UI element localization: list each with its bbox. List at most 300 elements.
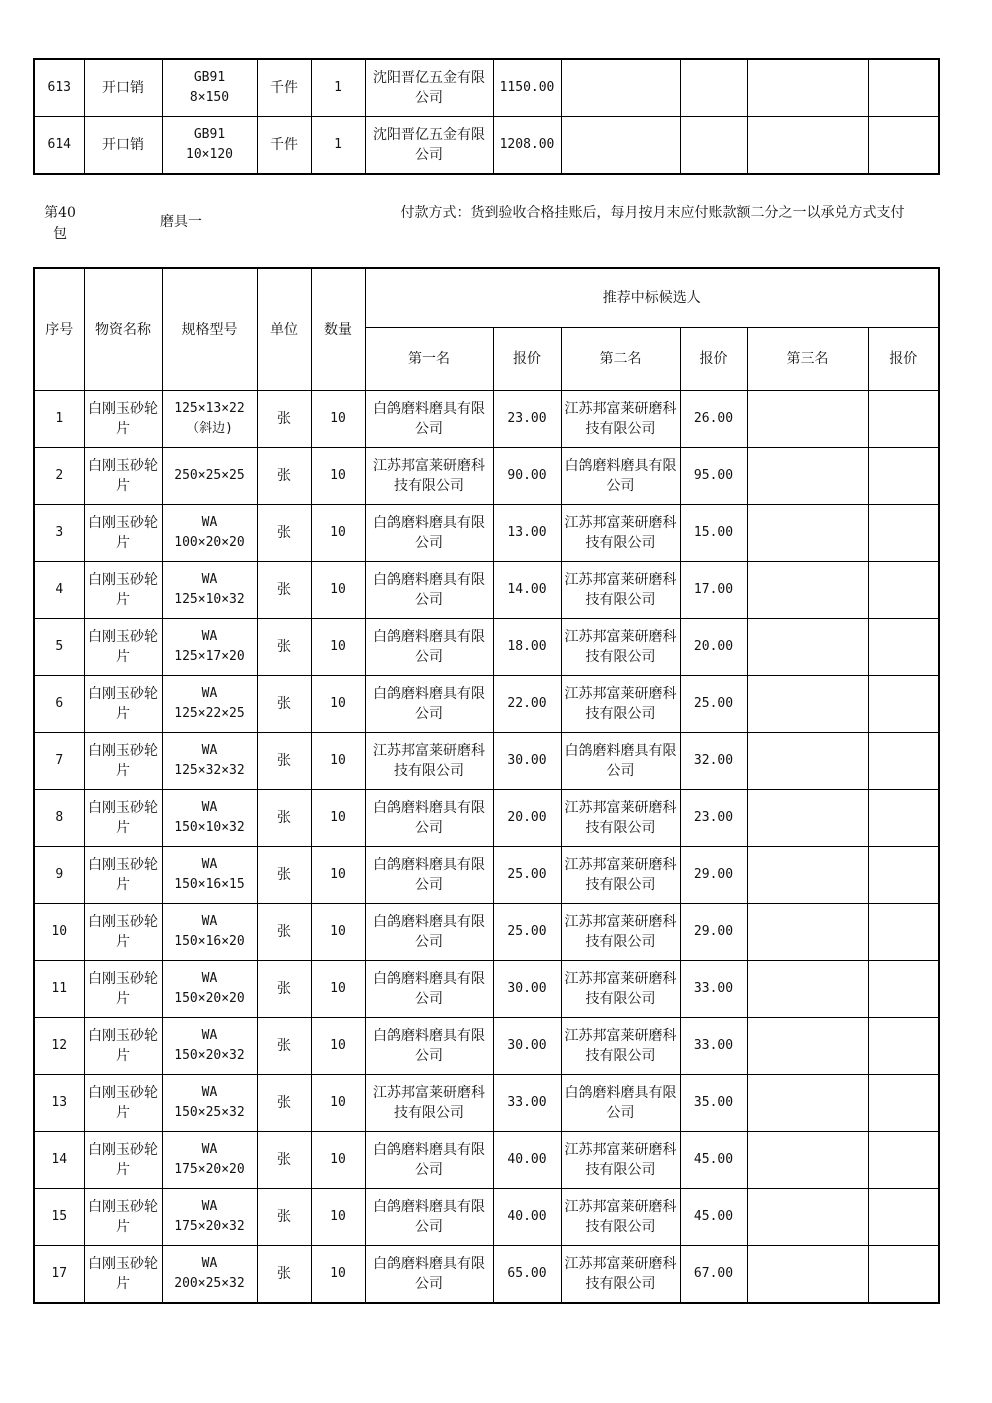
- cell-name: [84, 790, 162, 847]
- cell-no-text: 8: [55, 810, 64, 825]
- cell-first: [365, 676, 493, 733]
- cell-price3: [868, 391, 939, 448]
- cell-no: [34, 790, 84, 847]
- cell-third: [747, 790, 868, 847]
- cell-first: [365, 961, 493, 1018]
- cell-no-text: 17: [51, 1266, 68, 1281]
- cell-unit-text: 张: [277, 1038, 291, 1054]
- cell-spec: [162, 733, 257, 790]
- cell-qty: [311, 117, 365, 175]
- cell-price1-text: 90.00: [507, 468, 547, 483]
- cell-first: [365, 59, 493, 117]
- cell-second-text: 江苏邦富莱研磨科技有限公司: [564, 629, 677, 665]
- cell-no: [34, 117, 84, 175]
- cell-qty-text: 10: [330, 468, 346, 483]
- cell-price2-text: 45.00: [693, 1209, 734, 1224]
- cell-spec: [162, 1132, 257, 1189]
- cell-first: [365, 1189, 493, 1246]
- cell-price1-text: 20.00: [507, 810, 547, 825]
- cell-name-text: 白刚玉砂轮片: [88, 515, 158, 551]
- cell-price2: [680, 733, 747, 790]
- cell-price2: [680, 676, 747, 733]
- cell-unit: [257, 733, 311, 790]
- cell-spec-text: GB91 8×150: [189, 70, 230, 105]
- cell-third: [747, 1189, 868, 1246]
- cell-first-text: 白鸽磨料磨具有限公司: [373, 1199, 485, 1235]
- cell-spec: [162, 1189, 257, 1246]
- cell-price1: [493, 847, 561, 904]
- cell-spec: [162, 1075, 257, 1132]
- cell-price2: [680, 1132, 747, 1189]
- cell-third: [747, 59, 868, 117]
- cell-spec-text: WA 125×32×32: [174, 743, 245, 778]
- cell-unit-text: 张: [277, 1152, 291, 1168]
- cell-name: [84, 961, 162, 1018]
- cell-price1: [493, 676, 561, 733]
- table-row: [34, 117, 939, 175]
- cell-second-text: 江苏邦富莱研磨科技有限公司: [564, 914, 677, 950]
- bid-table: [33, 267, 940, 1304]
- cell-qty: [311, 59, 365, 117]
- cell-spec-text: GB91 10×120: [186, 127, 233, 162]
- cell-no-text: 13: [51, 1095, 68, 1110]
- cell-no-text: 7: [55, 753, 64, 768]
- cell-third: [747, 733, 868, 790]
- cell-qty: [311, 1189, 365, 1246]
- cell-second-text: 江苏邦富莱研磨科技有限公司: [564, 857, 677, 893]
- cell-no: [34, 961, 84, 1018]
- cell-second-text: 江苏邦富莱研磨科技有限公司: [564, 800, 677, 836]
- cell-no-text: 14: [51, 1152, 68, 1167]
- table-row: [34, 619, 939, 676]
- cell-no: [34, 1246, 84, 1304]
- cell-third: [747, 1132, 868, 1189]
- cell-price2-text: 15.00: [693, 525, 734, 540]
- cell-price1-text: 30.00: [507, 981, 547, 996]
- cell-price1: [493, 619, 561, 676]
- cell-price2-text: 17.00: [693, 582, 734, 597]
- cell-first: [365, 1132, 493, 1189]
- cell-unit-text: 张: [277, 1209, 291, 1225]
- cell-second-text: 江苏邦富莱研磨科技有限公司: [564, 1142, 677, 1178]
- cell-spec: [162, 847, 257, 904]
- cell-qty: [311, 505, 365, 562]
- header-price1: 报价: [493, 328, 561, 391]
- cell-third: [747, 505, 868, 562]
- table-row: [34, 1246, 939, 1304]
- cell-price2: [680, 117, 747, 175]
- cell-name-text: 白刚玉砂轮片: [88, 572, 158, 608]
- cell-no-text: 1: [55, 411, 64, 426]
- cell-price2-text: 29.00: [693, 924, 734, 939]
- cell-qty: [311, 847, 365, 904]
- cell-spec-text: WA 200×25×32: [174, 1256, 245, 1291]
- cell-price2: [680, 1075, 747, 1132]
- cell-name: [84, 562, 162, 619]
- cell-price3: [868, 847, 939, 904]
- cell-spec-text: WA 125×10×32: [174, 572, 245, 607]
- cell-first-text: 江苏邦富莱研磨科技有限公司: [373, 458, 485, 494]
- cell-price1: [493, 904, 561, 961]
- cell-unit: [257, 117, 311, 175]
- cell-no: [34, 1189, 84, 1246]
- cell-no-text: 9: [55, 867, 64, 882]
- table-row: [34, 1132, 939, 1189]
- cell-first-text: 江苏邦富莱研磨科技有限公司: [373, 743, 485, 779]
- cell-price1: [493, 1189, 561, 1246]
- cell-second: [561, 790, 680, 847]
- cell-second: [561, 59, 680, 117]
- cell-unit-text: 张: [277, 468, 291, 484]
- cell-no: [34, 847, 84, 904]
- cell-first: [365, 505, 493, 562]
- cell-second: [561, 505, 680, 562]
- cell-qty-text: 10: [330, 696, 346, 711]
- cell-name-text: 白刚玉砂轮片: [88, 743, 158, 779]
- cell-no: [34, 904, 84, 961]
- cell-unit: [257, 1246, 311, 1304]
- cell-price3: [868, 904, 939, 961]
- cell-price1: [493, 1018, 561, 1075]
- cell-unit: [257, 1189, 311, 1246]
- cell-third: [747, 1018, 868, 1075]
- cell-first-text: 白鸽磨料磨具有限公司: [373, 857, 485, 893]
- cell-qty-text: 10: [330, 1266, 346, 1281]
- cell-name: [84, 619, 162, 676]
- cell-second: [561, 562, 680, 619]
- cell-spec: [162, 619, 257, 676]
- cell-spec-text: WA 125×17×20: [174, 629, 245, 664]
- cell-no: [34, 676, 84, 733]
- cell-first-text: 白鸽磨料磨具有限公司: [373, 686, 485, 722]
- cell-name-text: 开口销: [102, 137, 144, 153]
- header-spec: 规格型号: [162, 268, 257, 391]
- cell-unit: [257, 961, 311, 1018]
- cell-price1: [493, 117, 561, 175]
- cell-first-text: 白鸽磨料磨具有限公司: [373, 1028, 485, 1064]
- cell-price3: [868, 448, 939, 505]
- cell-price1-text: 30.00: [507, 1038, 547, 1053]
- cell-unit-text: 张: [277, 525, 291, 541]
- cell-spec-text: WA 175×20×20: [174, 1142, 245, 1177]
- cell-qty: [311, 391, 365, 448]
- cell-unit-text: 千件: [270, 80, 298, 96]
- cell-unit: [257, 59, 311, 117]
- cell-second-text: 江苏邦富莱研磨科技有限公司: [564, 971, 677, 1007]
- cell-name-text: 白刚玉砂轮片: [88, 1142, 158, 1178]
- cell-spec: [162, 448, 257, 505]
- cell-spec: [162, 1246, 257, 1304]
- cell-price2: [680, 1018, 747, 1075]
- cell-name-text: 白刚玉砂轮片: [88, 1085, 158, 1121]
- cell-second: [561, 847, 680, 904]
- header-price3: 报价: [868, 328, 939, 391]
- cell-price1: [493, 961, 561, 1018]
- cell-spec: [162, 904, 257, 961]
- cell-first-text: 白鸽磨料磨具有限公司: [373, 914, 485, 950]
- cell-qty: [311, 733, 365, 790]
- cell-name: [84, 505, 162, 562]
- cell-no: [34, 505, 84, 562]
- cell-price2: [680, 391, 747, 448]
- cell-price2: [680, 1246, 747, 1304]
- cell-unit-text: 张: [277, 924, 291, 940]
- table-row: [34, 847, 939, 904]
- cell-second-text: 江苏邦富莱研磨科技有限公司: [564, 1256, 677, 1292]
- header-first: 第一名: [365, 328, 493, 391]
- cell-first: [365, 733, 493, 790]
- cell-price2-text: 35.00: [693, 1095, 734, 1110]
- cell-first: [365, 619, 493, 676]
- cell-qty-text: 10: [330, 981, 346, 996]
- cell-spec: [162, 59, 257, 117]
- cell-qty-text: 10: [330, 582, 346, 597]
- cell-price2: [680, 847, 747, 904]
- cell-price2: [680, 904, 747, 961]
- cell-third: [747, 904, 868, 961]
- cell-no: [34, 1132, 84, 1189]
- cell-first-text: 白鸽磨料磨具有限公司: [373, 401, 485, 437]
- cell-price2: [680, 59, 747, 117]
- cell-second-text: 江苏邦富莱研磨科技有限公司: [564, 572, 677, 608]
- cell-qty: [311, 904, 365, 961]
- cell-second-text: 江苏邦富莱研磨科技有限公司: [564, 515, 677, 551]
- cell-spec-text: WA 150×25×32: [174, 1085, 245, 1120]
- cell-price2: [680, 1189, 747, 1246]
- cell-spec-text: WA 125×22×25: [174, 686, 245, 721]
- cell-name-text: 白刚玉砂轮片: [88, 800, 158, 836]
- header-third: 第三名: [747, 328, 868, 391]
- table-row: [34, 562, 939, 619]
- cell-third: [747, 391, 868, 448]
- cell-name-text: 开口销: [102, 80, 144, 96]
- cell-price2-text: 33.00: [693, 1038, 734, 1053]
- cell-first-text: 白鸽磨料磨具有限公司: [373, 971, 485, 1007]
- header-name: 物资名称: [84, 268, 162, 391]
- cell-price1: [493, 448, 561, 505]
- cell-price2-text: 25.00: [693, 696, 734, 711]
- cell-spec-text: WA 150×20×32: [174, 1028, 245, 1063]
- cell-second-text: 江苏邦富莱研磨科技有限公司: [564, 1199, 677, 1235]
- cell-price3: [868, 676, 939, 733]
- cell-unit-text: 张: [277, 981, 291, 997]
- cell-second-text: 江苏邦富莱研磨科技有限公司: [564, 686, 677, 722]
- cell-price1: [493, 505, 561, 562]
- cell-price1-text: 1150.00: [499, 80, 555, 95]
- header-unit: 单位: [257, 268, 311, 391]
- table-row: [34, 391, 939, 448]
- cell-first-text: 沈阳晋亿五金有限公司: [373, 70, 485, 106]
- cell-no-text: 15: [51, 1209, 68, 1224]
- cell-price2-text: 45.00: [693, 1152, 734, 1167]
- cell-second-text: 白鸽磨料磨具有限公司: [564, 1085, 677, 1121]
- cell-no-text: 11: [51, 981, 68, 996]
- cell-second: [561, 1246, 680, 1304]
- table-row: [34, 505, 939, 562]
- cell-first: [365, 562, 493, 619]
- cell-name: [84, 448, 162, 505]
- table-row: [34, 1189, 939, 1246]
- cell-unit: [257, 562, 311, 619]
- cell-qty-text: 10: [330, 525, 346, 540]
- cell-unit-text: 张: [277, 753, 291, 769]
- payment-terms: 付款方式：货到验收合格挂账后，每月按月末应付账款额二分之一以承兑方式支付: [400, 205, 905, 221]
- cell-no: [34, 1075, 84, 1132]
- cell-price1: [493, 790, 561, 847]
- cell-qty: [311, 1018, 365, 1075]
- cell-first: [365, 790, 493, 847]
- cell-qty: [311, 676, 365, 733]
- cell-third: [747, 1246, 868, 1304]
- cell-name: [84, 904, 162, 961]
- cell-price1-text: 25.00: [507, 867, 547, 882]
- cell-third: [747, 117, 868, 175]
- cell-name: [84, 59, 162, 117]
- cell-price2: [680, 562, 747, 619]
- cell-price2-text: 23.00: [693, 810, 734, 825]
- cell-first-text: 沈阳晋亿五金有限公司: [373, 127, 485, 163]
- cell-second: [561, 1075, 680, 1132]
- cell-price3: [868, 505, 939, 562]
- cell-unit: [257, 391, 311, 448]
- cell-price1: [493, 1075, 561, 1132]
- cell-price3: [868, 733, 939, 790]
- cell-qty-text: 1: [334, 137, 342, 152]
- cell-spec: [162, 961, 257, 1018]
- cell-name: [84, 1246, 162, 1304]
- cell-name: [84, 1132, 162, 1189]
- cell-second: [561, 676, 680, 733]
- cell-spec: [162, 562, 257, 619]
- cell-price2: [680, 448, 747, 505]
- cell-first: [365, 847, 493, 904]
- cell-price1: [493, 562, 561, 619]
- cell-unit: [257, 904, 311, 961]
- cell-no-text: 613: [47, 80, 71, 95]
- cell-unit-text: 张: [277, 867, 291, 883]
- cell-price1-text: 18.00: [507, 639, 547, 654]
- cell-name-text: 白刚玉砂轮片: [88, 629, 158, 665]
- cell-qty-text: 10: [330, 753, 346, 768]
- cell-price1-text: 1208.00: [499, 137, 555, 152]
- cell-name-text: 白刚玉砂轮片: [88, 401, 158, 437]
- cell-first-text: 白鸽磨料磨具有限公司: [373, 572, 485, 608]
- cell-no-text: 10: [51, 924, 68, 939]
- table-row: [34, 1018, 939, 1075]
- cell-first: [365, 1246, 493, 1304]
- cell-name-text: 白刚玉砂轮片: [88, 914, 158, 950]
- cell-price3: [868, 562, 939, 619]
- cell-price1: [493, 1132, 561, 1189]
- cell-price3: [868, 619, 939, 676]
- cell-no: [34, 448, 84, 505]
- cell-no-text: 3: [55, 525, 64, 540]
- cell-price2: [680, 961, 747, 1018]
- cell-second: [561, 733, 680, 790]
- cell-unit: [257, 619, 311, 676]
- cell-no: [34, 59, 84, 117]
- cell-price2-text: 67.00: [693, 1266, 734, 1281]
- cell-spec-text: WA 150×16×20: [174, 914, 245, 949]
- cell-price3: [868, 1132, 939, 1189]
- cell-second: [561, 619, 680, 676]
- table-row: [34, 448, 939, 505]
- cell-qty-text: 10: [330, 1209, 346, 1224]
- table-row: [34, 59, 939, 117]
- cell-spec: [162, 676, 257, 733]
- cell-price2: [680, 790, 747, 847]
- cell-name: [84, 1018, 162, 1075]
- cell-qty: [311, 961, 365, 1018]
- cell-spec: [162, 1018, 257, 1075]
- cell-name: [84, 733, 162, 790]
- cell-spec-text: WA 175×20×32: [174, 1199, 245, 1234]
- package-number: 第40包: [44, 205, 76, 242]
- cell-spec-text: WA 100×20×20: [174, 515, 245, 550]
- cell-price3: [868, 1018, 939, 1075]
- cell-second-text: 江苏邦富莱研磨科技有限公司: [564, 401, 677, 437]
- cell-qty-text: 10: [330, 639, 346, 654]
- cell-spec: [162, 391, 257, 448]
- cell-second: [561, 961, 680, 1018]
- cell-qty-text: 10: [330, 1152, 346, 1167]
- cell-name: [84, 1189, 162, 1246]
- table-row: [34, 790, 939, 847]
- cell-third: [747, 1075, 868, 1132]
- header-qty: 数量: [311, 268, 365, 391]
- cell-no: [34, 562, 84, 619]
- cell-third: [747, 448, 868, 505]
- cell-third: [747, 676, 868, 733]
- cell-first: [365, 904, 493, 961]
- cell-first-text: 白鸽磨料磨具有限公司: [373, 1142, 485, 1178]
- cell-qty-text: 10: [330, 810, 346, 825]
- cell-qty: [311, 448, 365, 505]
- cell-price3: [868, 1189, 939, 1246]
- cell-qty: [311, 562, 365, 619]
- cell-second: [561, 1018, 680, 1075]
- cell-price2-text: 95.00: [693, 468, 734, 483]
- cell-price1: [493, 733, 561, 790]
- cell-unit-text: 张: [277, 639, 291, 655]
- cell-unit: [257, 448, 311, 505]
- cell-first-text: 白鸽磨料磨具有限公司: [373, 515, 485, 551]
- cell-first: [365, 1075, 493, 1132]
- cell-spec: [162, 505, 257, 562]
- cell-unit: [257, 790, 311, 847]
- cell-qty-text: 10: [330, 1038, 346, 1053]
- cell-price3: [868, 1075, 939, 1132]
- cell-price1-text: 65.00: [507, 1266, 547, 1281]
- cell-no: [34, 619, 84, 676]
- table-row: [34, 961, 939, 1018]
- cell-unit: [257, 847, 311, 904]
- cell-spec-text: 250×25×25: [174, 468, 245, 483]
- cell-second-text: 白鸽磨料磨具有限公司: [564, 743, 677, 779]
- cell-unit: [257, 1132, 311, 1189]
- cell-qty: [311, 1246, 365, 1304]
- cell-name: [84, 847, 162, 904]
- cell-spec-text: WA 150×16×15: [174, 857, 245, 892]
- cell-second: [561, 904, 680, 961]
- cell-price1-text: 13.00: [507, 525, 547, 540]
- cell-name-text: 白刚玉砂轮片: [88, 686, 158, 722]
- header-no: 序号: [34, 268, 84, 391]
- cell-unit-text: 张: [277, 411, 291, 427]
- cell-third: [747, 562, 868, 619]
- cell-second: [561, 1189, 680, 1246]
- cell-price2-text: 29.00: [693, 867, 734, 882]
